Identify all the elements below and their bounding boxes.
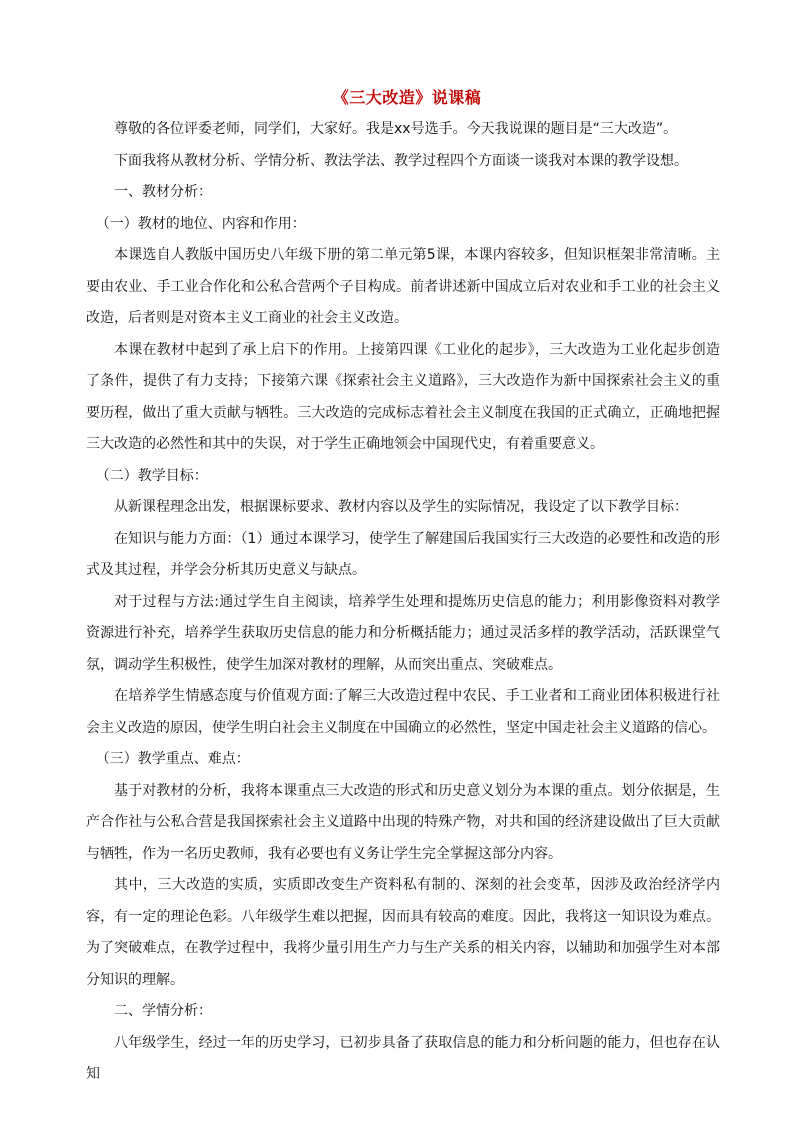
body-paragraph: 其中，三大改造的实质，实质即改变生产资料私有制的、深刻的社会变革，因涉及政治经济学内容，有一定的理论色彩。八年级学生难以把握，因而具有较高的难度。因此，我将这一知识设为难点。为了突破难点，在教学过程中，我将少量引用生产力与生产关系的相关内容，以辅助和加强学生对本部分知识的理解。 xyxy=(86,877,720,988)
body-paragraph: 本课在教材中起到了承上启下的作用。上接第四课《工业化的起步》，三大改造为工业化起步创造了条件，提供了有力支持；下接第六课《探索社会主义道路》，三大改造作为新中国探索社会主义的重要历程，做出了重大贡献与牺牲。三大改造的完成标志着社会主义制度在我国的正式确立，正确地把握三大改造的必然性和其中的失误，对于学生正确地领会中国现代史，有着重要意义。 xyxy=(86,341,720,452)
body-paragraph: 在培养学生情感态度与价值观方面:了解三大改造过程中农民、手工业者和工商业团体积极进行社会主义改造的原因，使学生明白社会主义制度在中国确立的必然性，坚定中国走社会主义道路的信心。 xyxy=(86,688,720,736)
subheading-key-difficult-points: （三）教学重点、难点： xyxy=(95,751,250,767)
document-title: 《三大改造》说课稿 xyxy=(332,88,482,107)
body-paragraph: 基于对教材的分析，我将本课重点三大改造的形式和历史意义划分为本课的重点。划分依据是，生产合作社与公私合营是我国探索社会主义道路中出现的特殊产物，对共和国的经济建设做出了巨大贡献与牺牲，作为一名历史教师，我有必要也有义务让学生完全掌握这部分内容。 xyxy=(86,782,720,862)
body-paragraph: 在知识与能力方面：（1）通过本课学习，使学生了解建国后我国实行三大改造的必要性和改造的形式及其过程，并学会分析其历史意义与缺点。 xyxy=(86,530,720,578)
greeting-paragraph: 尊敬的各位评委老师，同学们，大家好。我是xx号选手。今天我说课的题目是“三大改造”。 xyxy=(114,121,678,137)
subheading-position-content-role: （一）教材的地位、内容和作用： xyxy=(95,215,306,232)
body-paragraph: 本课选自人教版中国历史八年级下册的第二单元第5课，本课内容较多，但知识框架非常清晰。主要由农业、手工业合作化和公私合营两个子目构成。前者讲述新中国成立后对农业和手工业的社会主义改造，后者则是对资本主义工商业的社会主义改造。 xyxy=(86,247,720,326)
section-heading-textbook-analysis: 一、教材分析： xyxy=(114,184,212,200)
body-paragraph: 从新课程理念出发，根据课标要求、教材内容以及学生的实际情况，我设定了以下教学目标： xyxy=(114,499,688,515)
section-heading-student-analysis: 二、学情分析： xyxy=(114,1003,212,1019)
body-paragraph: 八年级学生，经过一年的历史学习，已初步具备了获取信息的能力和分析问题的能力，但也存在认知 xyxy=(86,1034,720,1082)
body-paragraph: 对于过程与方法:通过学生自主阅读，培养学生处理和提炼历史信息的能力；利用影像资料对教学资源进行补充，培养学生获取历史信息的能力和分析概括能力；通过灵活多样的教学活动，活跃课堂气氛，调动学生积极性，使学生加深对教材的理解，从而突出重点、突破难点。 xyxy=(86,593,720,673)
subheading-teaching-goals: （二）教学目标： xyxy=(95,467,208,484)
outline-paragraph: 下面我将从教材分析、学情分析、教法学法、教学过程四个方面谈一谈我对本课的教学设想。 xyxy=(114,152,688,169)
